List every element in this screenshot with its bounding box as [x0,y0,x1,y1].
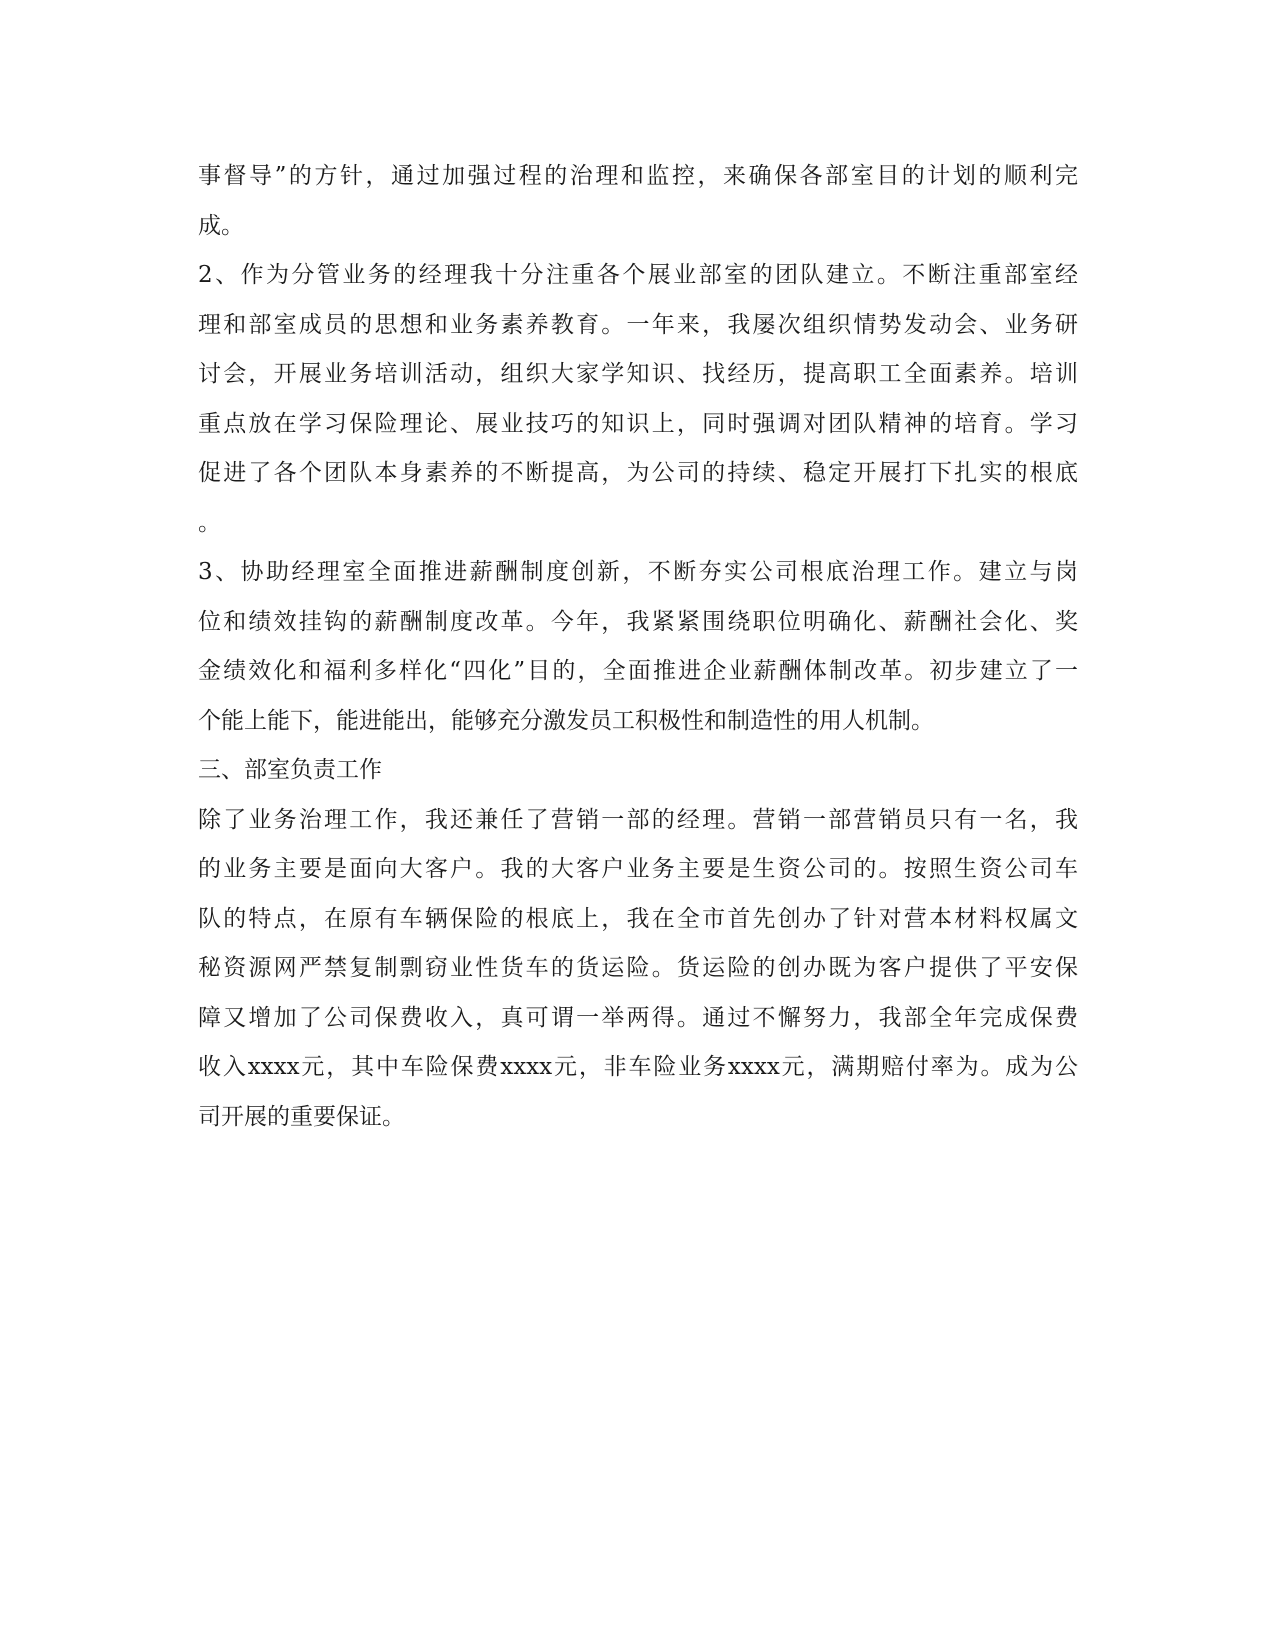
text-line: 障又增加了公司保费收入，真可谓一举两得。通过不懈努力，我部全年完成保费 [198,1004,1078,1031]
text-line: 事督导”的方针，通过加强过程的治理和监控，来确保各部室目的计划的顺利完 [198,163,1078,189]
text-line: 的业务主要是面向大客户。我的大客户业务主要是生资公司的。按照生资公司车 [198,856,1078,882]
text-line: 理和部室成员的思想和业务素养教育。一年来，我屡次组织情势发动会、业务研 [198,311,1078,338]
text-line: 队的特点，在原有车辆保险的根底上，我在全市首先创办了针对营本材料权属文 [198,905,1078,932]
text-line: 2、作为分管业务的经理我十分注重各个展业部室的团队建立。不断注重部室经 [198,262,1078,288]
text-line: 重点放在学习保险理论、展业技巧的知识上，同时强调对团队精神的培育。学习 [198,410,1078,437]
text-line: 。 [198,509,221,536]
text-line: 秘资源网严禁复制剽窃业性货车的货运险。货运险的创办既为客户提供了平安保 [198,955,1078,981]
text-line: 司开展的重要保证。 [198,1103,405,1130]
text-line: 位和绩效挂钩的薪酬制度改革。今年，我紧紧围绕职位明确化、薪酬社会化、奖 [198,608,1078,635]
section-heading: 三、部室负责工作 [198,757,382,783]
text-line: 金绩效化和福利多样化“四化”目的，全面推进企业薪酬体制改革。初步建立了一 [198,658,1078,684]
text-line: 讨会，开展业务培训活动，组织大家学知识、找经历，提高职工全面素养。培训 [198,361,1078,387]
document-body [198,152,1078,1142]
text-line: 除了业务治理工作，我还兼任了营销一部的经理。营销一部营销员只有一名，我 [198,806,1078,833]
text-line: 个能上能下，能进能出，能够充分激发员工积极性和制造性的用人机制。 [198,707,934,734]
text-line: 成。 [198,212,244,239]
text-line: 促进了各个团队本身素养的不断提高，为公司的持续、稳定开展打下扎实的根底 [198,460,1078,486]
text-line: 收入xxxx元，其中车险保费xxxx元，非车险业务xxxx元，满期赔付率为。成为公 [198,1054,1078,1080]
text-line: 3、协助经理室全面推进薪酬制度创新，不断夯实公司根底治理工作。建立与岗 [198,559,1078,585]
